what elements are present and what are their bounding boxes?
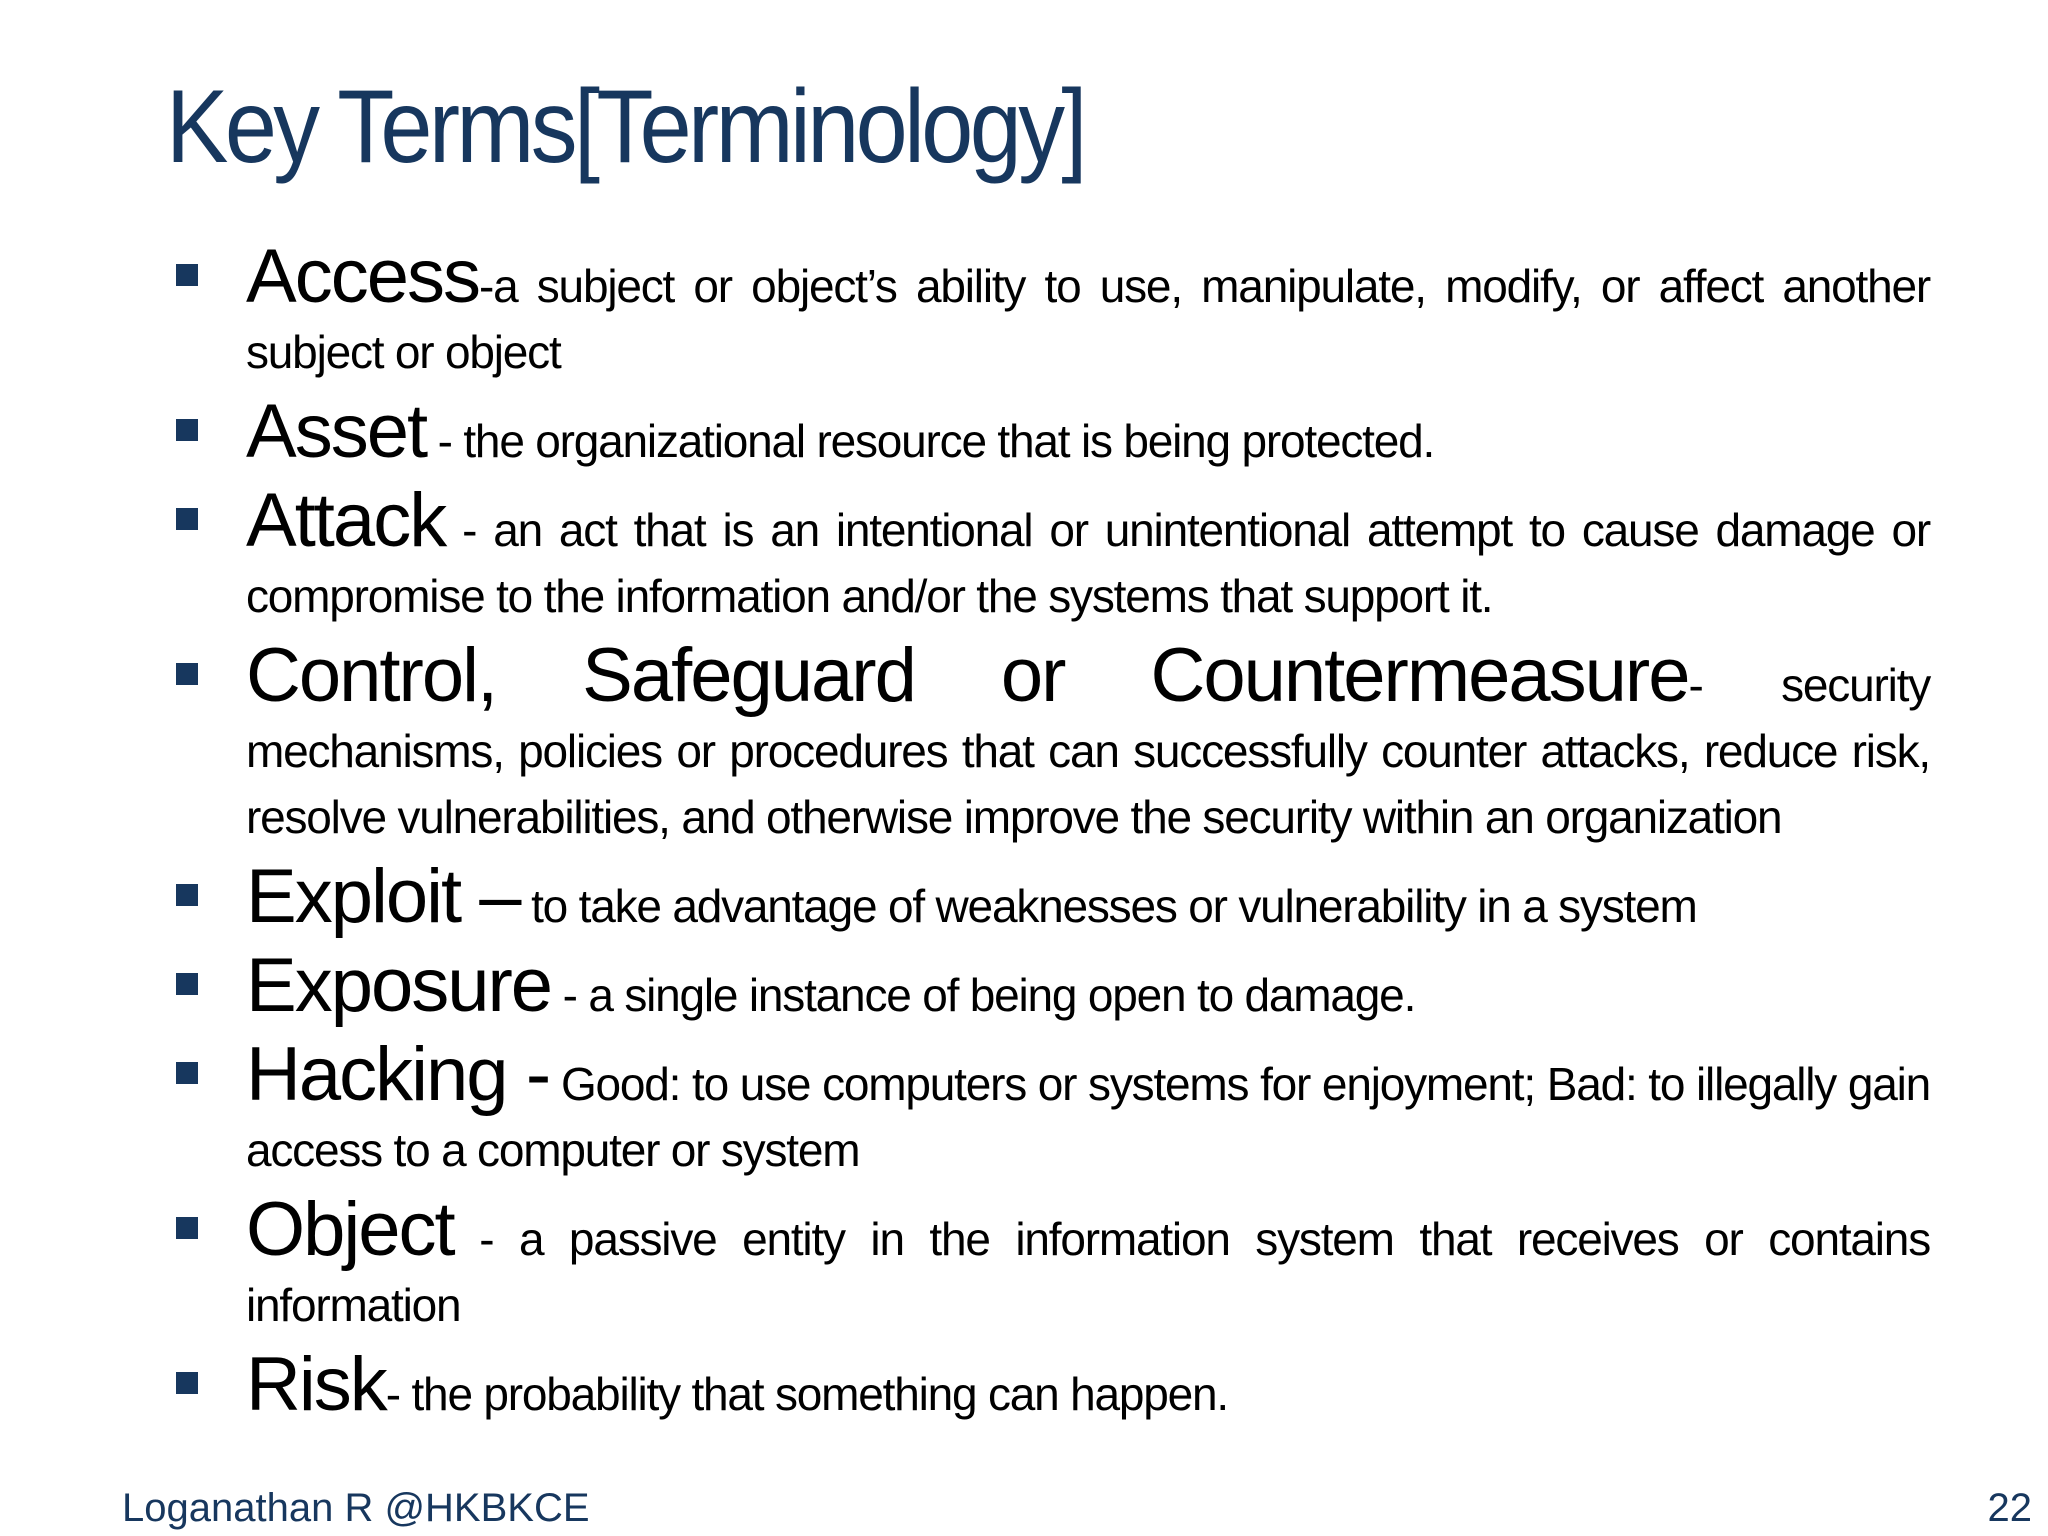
square-bullet-icon bbox=[176, 264, 198, 286]
square-bullet-icon bbox=[176, 884, 198, 906]
term-list bbox=[170, 234, 1931, 1441]
term-definition: - the organizational resource that is being protected. bbox=[426, 415, 1435, 467]
footer-author: Loganathan R @HKBKCE bbox=[122, 1486, 590, 1530]
square-bullet-icon bbox=[176, 973, 198, 995]
term-item-risk bbox=[170, 1342, 1930, 1427]
square-bullet-icon bbox=[176, 508, 198, 530]
term-definition: to take advantage of weaknesses or vulnerability in a system bbox=[519, 880, 1697, 932]
square-bullet-icon bbox=[176, 1217, 198, 1239]
term-item-control bbox=[170, 633, 1930, 850]
term-item-exploit bbox=[170, 854, 1930, 939]
slide-title: Key Terms[Terminology] bbox=[166, 69, 1084, 185]
square-bullet-icon bbox=[176, 663, 198, 685]
term-item-object bbox=[170, 1187, 1930, 1338]
term-name: Control, Safeguard or Countermeasure bbox=[246, 633, 1689, 718]
term-item-exposure bbox=[170, 943, 1930, 1028]
term-name: Access bbox=[246, 234, 479, 319]
page-number: 22 bbox=[1987, 1486, 2032, 1530]
term-name: Asset bbox=[246, 389, 427, 474]
term-definition: Good: to use computers or systems for enjoyment; Bad: to illegally gain access to a computer or system bbox=[246, 1058, 1931, 1176]
term-item-attack bbox=[170, 478, 1930, 629]
term-definition: - a single instance of being open to damage. bbox=[551, 969, 1416, 1021]
term-definition: -a subject or object’s ability to use, manipulate, modify, or affect another subject or object bbox=[246, 260, 1930, 378]
term-name: Exploit – bbox=[246, 854, 520, 939]
term-definition: - a passive entity in the information system that receives or contains information bbox=[246, 1213, 1930, 1331]
term-name: Hacking - bbox=[246, 1032, 550, 1117]
term-item-access bbox=[170, 234, 1930, 385]
square-bullet-icon bbox=[176, 1062, 198, 1084]
term-definition: - an act that is an intentional or unintentional attempt to cause damage or compromise to the information and/or the systems that support it. bbox=[246, 504, 1930, 622]
term-name: Risk bbox=[246, 1342, 386, 1427]
term-name: Exposure bbox=[246, 943, 552, 1028]
term-name: Attack bbox=[246, 478, 446, 563]
square-bullet-icon bbox=[176, 1372, 198, 1394]
term-item-hacking bbox=[170, 1032, 1931, 1183]
square-bullet-icon bbox=[176, 419, 198, 441]
term-item-asset bbox=[170, 389, 1930, 474]
term-name: Object bbox=[246, 1187, 454, 1272]
term-definition: - the probability that something can happen. bbox=[385, 1368, 1229, 1420]
term-definition: - security mechanisms, policies or procedures that can successfully counter attacks, reduce risk, resolve vulnerabilities, and otherwise improve the security within an organization bbox=[246, 659, 1930, 843]
